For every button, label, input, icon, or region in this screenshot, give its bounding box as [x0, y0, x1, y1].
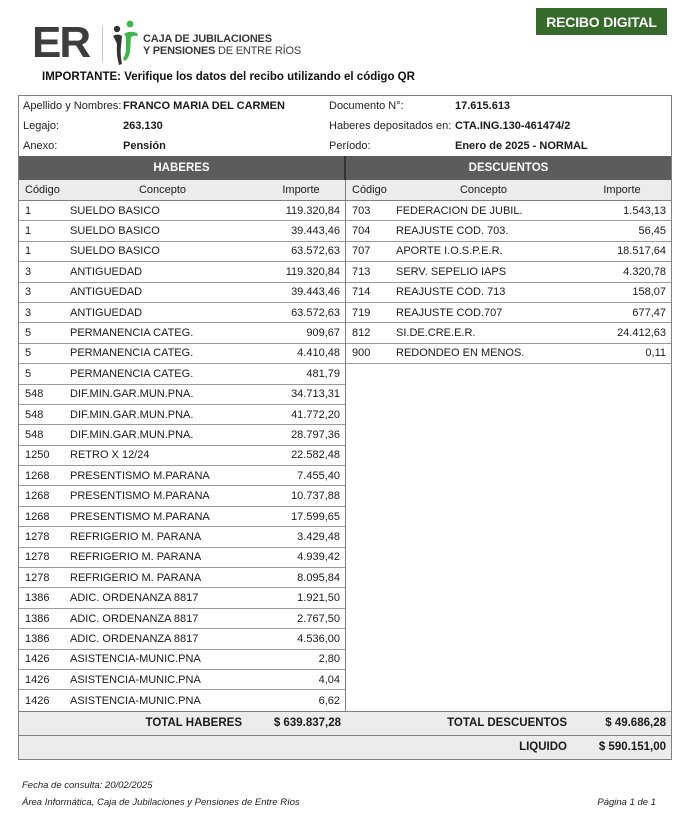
descuentos-row-amount: 1.543,13	[623, 204, 666, 217]
haberes-row-concept: ANTIGUEDAD	[70, 265, 143, 278]
info-row-name	[19, 96, 671, 116]
periodo-label: Período:	[329, 140, 371, 152]
haberes-row-concept: ASISTENCIA-MUNIC.PNA	[70, 653, 201, 666]
descuentos-row	[346, 446, 671, 466]
haberes-row-code: 1	[25, 245, 32, 258]
haberes-row-amount: 2,80	[318, 653, 340, 666]
haberes-row-code: 5	[25, 327, 32, 340]
haberes-row-code: 1278	[25, 571, 50, 584]
haberes-row	[19, 609, 345, 629]
haberes-row-amount: 4.410,48	[297, 347, 340, 360]
caja-logo-text	[143, 33, 301, 57]
haberes-row-concept: DIF.MIN.GAR.MUN.PNA.	[70, 428, 194, 441]
descuentos-row	[346, 262, 671, 282]
haberes-row-amount: 17.599,65	[291, 510, 340, 523]
haberes-row-code: 1426	[25, 673, 50, 686]
descuentos-row-code: 703	[352, 204, 371, 217]
haberes-row-amount: 119.320,84	[285, 204, 340, 217]
haberes-row-concept: ADIC. ORDENANZA 8817	[70, 592, 199, 605]
descuentos-row-code: 704	[352, 225, 371, 238]
liquido-value: $ 590.151,00	[598, 741, 666, 754]
haberes-row-amount: 4.536,00	[297, 632, 340, 645]
descuentos-row	[346, 283, 671, 303]
haberes-row	[19, 323, 345, 343]
caja-figure-logo-icon	[110, 20, 140, 66]
total-haberes-value: $ 639.837,28	[273, 717, 341, 730]
haberes-row-code: 3	[25, 286, 32, 299]
total-haberes	[19, 712, 346, 735]
haberes-row-code: 1268	[25, 490, 50, 503]
descuentos-row	[346, 201, 671, 221]
liquido-row	[19, 735, 671, 759]
haberes-row-concept: PRESENTISMO M.PARANA	[70, 469, 210, 482]
haberes-row-concept: PERMANENCIA CATEG.	[70, 367, 194, 380]
descuentos-row	[346, 486, 671, 506]
haberes-row-code: 1278	[25, 551, 50, 564]
totals-row	[19, 711, 671, 735]
haberes-row-amount: 39.443,46	[291, 225, 340, 238]
haberes-row	[19, 446, 345, 466]
haberes-row-amount: 7.455,40	[297, 469, 340, 482]
descuentos-row-amount: 677,47	[632, 306, 666, 319]
haberes-row-amount: 481,79	[306, 367, 340, 380]
logo-line-2-bold: Y PENSIONES	[143, 45, 216, 57]
logo-line-2	[143, 45, 301, 57]
descuentos-row	[346, 344, 671, 364]
descuentos-row	[346, 588, 671, 608]
haberes-row-concept: SUELDO BASICO	[70, 245, 160, 258]
total-haberes-label: TOTAL HABERES	[145, 717, 242, 730]
haberes-row-code: 1386	[25, 592, 50, 605]
descuentos-row	[346, 527, 671, 547]
haberes-row-concept: ADIC. ORDENANZA 8817	[70, 632, 199, 645]
descuentos-row-amount: 158,07	[632, 286, 666, 299]
section-header	[19, 156, 671, 180]
descuentos-row	[346, 364, 671, 384]
haberes-header-amount: Importe	[282, 184, 320, 196]
haberes-row	[19, 242, 345, 262]
haberes-row-amount: 3.429,48	[297, 530, 340, 543]
haberes-row-concept: PRESENTISMO M.PARANA	[70, 510, 210, 523]
haberes-row-code: 5	[25, 347, 32, 360]
haberes-row-concept: ASISTENCIA-MUNIC.PNA	[70, 673, 201, 686]
descuentos-row	[346, 690, 671, 710]
haberes-row-code: 1268	[25, 510, 50, 523]
haberes-row-code: 1386	[25, 612, 50, 625]
haberes-row	[19, 283, 345, 303]
haberes-row-concept: REFRIGERIO M. PARANA	[70, 551, 202, 564]
haberes-row-amount: 41.772,20	[291, 408, 340, 421]
deposit-value: CTA.ING.130-461474/2	[455, 120, 571, 132]
haberes-row	[19, 629, 345, 649]
haberes-row-code: 548	[25, 388, 44, 401]
haberes-title: HABERES	[19, 156, 346, 180]
haberes-row-code: 1268	[25, 469, 50, 482]
haberes-header-code: Código	[25, 184, 60, 196]
descuentos-column	[346, 180, 671, 711]
descuentos-row-code: 714	[352, 286, 371, 299]
haberes-row-code: 548	[25, 428, 44, 441]
haberes-row	[19, 303, 345, 323]
haberes-row-amount: 63.572,63	[291, 245, 340, 258]
descuentos-row-amount: 24.412,63	[617, 327, 666, 340]
descuentos-row-concept: REDONDEO EN MENOS.	[396, 347, 525, 360]
descuentos-row	[346, 548, 671, 568]
descuentos-row	[346, 466, 671, 486]
descuentos-row-concept: SI.DE.CRE.E.R.	[396, 327, 476, 340]
haberes-row	[19, 527, 345, 547]
periodo-value: Enero de 2025 - NORMAL	[455, 140, 588, 152]
descuentos-row	[346, 568, 671, 588]
haberes-row	[19, 385, 345, 405]
haberes-row-amount: 63.572,63	[291, 306, 340, 319]
descuentos-row	[346, 507, 671, 527]
haberes-row	[19, 507, 345, 527]
haberes-row-code: 3	[25, 306, 32, 319]
descuentos-row-amount: 56,45	[638, 225, 666, 238]
footer-page-number: Página 1 de 1	[597, 797, 656, 808]
haberes-row-code: 1	[25, 204, 32, 217]
haberes-row-code: 1278	[25, 530, 50, 543]
descuentos-header-code: Código	[352, 184, 387, 196]
descuentos-row-code: 707	[352, 245, 371, 258]
descuentos-row-code: 719	[352, 306, 371, 319]
haberes-column-header	[19, 180, 345, 201]
haberes-row	[19, 486, 345, 506]
haberes-row-amount: 119.320,84	[285, 265, 340, 278]
haberes-row	[19, 670, 345, 690]
descuentos-row-concept: REAJUSTE COD. 713	[396, 286, 506, 299]
haberes-row-amount: 4,04	[318, 673, 340, 686]
total-descuentos-label: TOTAL DESCUENTOS	[447, 717, 567, 730]
info-row-anexo	[19, 136, 671, 156]
haberes-row-concept: SUELDO BASICO	[70, 225, 160, 238]
descuentos-title: DESCUENTOS	[468, 162, 549, 174]
haberes-row-code: 1426	[25, 653, 50, 666]
haberes-row	[19, 344, 345, 364]
haberes-row-concept: PERMANENCIA CATEG.	[70, 327, 194, 340]
descuentos-row-concept: FEDERACION DE JUBIL.	[396, 204, 523, 217]
haberes-row-concept: ANTIGUEDAD	[70, 286, 143, 299]
haberes-row	[19, 466, 345, 486]
haberes-row-amount: 4.939,42	[297, 551, 340, 564]
haberes-row-amount: 28.797,36	[291, 428, 340, 441]
descuentos-row	[346, 323, 671, 343]
total-descuentos-value: $ 49.686,28	[605, 717, 666, 730]
logo-line-1: CAJA DE JUBILACIONES	[143, 33, 272, 45]
descuentos-row	[346, 385, 671, 405]
anexo-label: Anexo:	[23, 140, 58, 152]
haberes-row-concept: SUELDO BASICO	[70, 204, 160, 217]
descuentos-row	[346, 670, 671, 690]
liquido-label: LIQUIDO	[519, 741, 567, 754]
descuentos-rows	[346, 201, 671, 711]
haberes-row-code: 1	[25, 225, 32, 238]
descuentos-row-concept: REAJUSTE COD. 703.	[396, 225, 509, 238]
deposit-label: Haberes depositados en:	[329, 120, 452, 132]
descuentos-row	[346, 609, 671, 629]
haberes-row-concept: RETRO X 12/24	[70, 449, 150, 462]
logo-line-2-rest: DE ENTRE RÍOS	[215, 45, 302, 57]
document-label: Documento N°:	[329, 100, 404, 112]
haberes-row-amount: 8.095,84	[297, 571, 340, 584]
haberes-row	[19, 548, 345, 568]
haberes-row-concept: ANTIGUEDAD	[70, 306, 143, 319]
document-value: 17.615.613	[455, 100, 511, 112]
haberes-row	[19, 221, 345, 241]
haberes-row-code: 1386	[25, 632, 50, 645]
footer-area: Área Informática, Caja de Jubilaciones y Pensiones de Entre Ríos	[22, 797, 300, 808]
haberes-row-concept: ADIC. ORDENANZA 8817	[70, 612, 199, 625]
descuentos-header-concept: Concepto	[459, 184, 508, 196]
descuentos-row-code: 812	[352, 327, 371, 340]
haberes-row-amount: 1.921,50	[297, 592, 340, 605]
haberes-rows	[19, 201, 345, 711]
header	[0, 0, 684, 68]
descuentos-row	[346, 650, 671, 670]
descuentos-row-concept: APORTE I.O.S.P.E.R.	[396, 245, 503, 258]
haberes-row-amount: 6,62	[318, 694, 340, 707]
haberes-row	[19, 650, 345, 670]
descuentos-row	[346, 303, 671, 323]
logo-divider	[102, 26, 103, 62]
descuentos-column-header	[346, 180, 671, 201]
haberes-row-concept: PRESENTISMO M.PARANA	[70, 490, 210, 503]
haberes-row-code: 1250	[25, 449, 50, 462]
descuentos-row	[346, 425, 671, 445]
name-label: Apellido y Nombres:	[23, 100, 122, 112]
footer-consult-date: Fecha de consulta: 20/02/2025	[22, 780, 153, 791]
haberes-column	[19, 180, 346, 711]
descuentos-row-amount: 0,11	[645, 347, 666, 360]
descuentos-row-amount: 18.517,64	[617, 245, 666, 258]
descuentos-row-concept: SERV. SEPELIO IAPS	[396, 265, 507, 278]
haberes-row	[19, 568, 345, 588]
descuentos-row	[346, 242, 671, 262]
important-notice: IMPORTANTE: Verifique los datos del recibo utilizando el código QR	[42, 71, 415, 83]
haberes-row-amount: 10.737,88	[291, 490, 340, 503]
descuentos-row-concept: REAJUSTE COD.707	[396, 306, 503, 319]
info-row-legajo	[19, 116, 671, 136]
haberes-row-amount: 909,67	[306, 327, 340, 340]
haberes-row-code: 3	[25, 265, 32, 278]
receipt-table	[18, 95, 672, 760]
legajo-value: 263.130	[123, 120, 163, 132]
er-logo: ER	[32, 18, 90, 67]
haberes-row-concept: ASISTENCIA-MUNIC.PNA	[70, 694, 201, 707]
haberes-row-concept: DIF.MIN.GAR.MUN.PNA.	[70, 408, 194, 421]
haberes-row-amount: 34.713,31	[291, 388, 340, 401]
legajo-label: Legajo:	[23, 120, 60, 132]
descuentos-row	[346, 405, 671, 425]
haberes-row-concept: PERMANENCIA CATEG.	[70, 347, 194, 360]
descuentos-row	[346, 221, 671, 241]
descuentos-row-code: 900	[352, 347, 371, 360]
haberes-row	[19, 201, 345, 221]
haberes-row-code: 548	[25, 408, 44, 421]
descuentos-header-amount: Importe	[603, 184, 641, 196]
haberes-row-concept: DIF.MIN.GAR.MUN.PNA.	[70, 388, 194, 401]
haberes-row	[19, 405, 345, 425]
columns	[19, 180, 671, 711]
descuentos-row	[346, 629, 671, 649]
haberes-row-amount: 39.443,46	[291, 286, 340, 299]
haberes-row	[19, 690, 345, 710]
haberes-row-amount: 2.767,50	[297, 612, 340, 625]
haberes-row-amount: 22.582,48	[291, 449, 340, 462]
anexo-value: Pensión	[123, 140, 166, 152]
haberes-row-concept: REFRIGERIO M. PARANA	[70, 571, 202, 584]
name-value: FRANCO MARIA DEL CARMEN	[123, 100, 285, 112]
haberes-row	[19, 588, 345, 608]
descuentos-row-amount: 4.320,78	[623, 265, 666, 278]
haberes-row	[19, 364, 345, 384]
descuentos-row-code: 713	[352, 265, 371, 278]
haberes-row-code: 5	[25, 367, 32, 380]
total-descuentos	[346, 712, 671, 735]
haberes-header-concept: Concepto	[138, 184, 187, 196]
recibo-digital-badge: RECIBO DIGITAL	[536, 8, 667, 35]
haberes-row-concept: REFRIGERIO M. PARANA	[70, 530, 202, 543]
haberes-row	[19, 425, 345, 445]
haberes-row-code: 1426	[25, 694, 50, 707]
haberes-row	[19, 262, 345, 282]
